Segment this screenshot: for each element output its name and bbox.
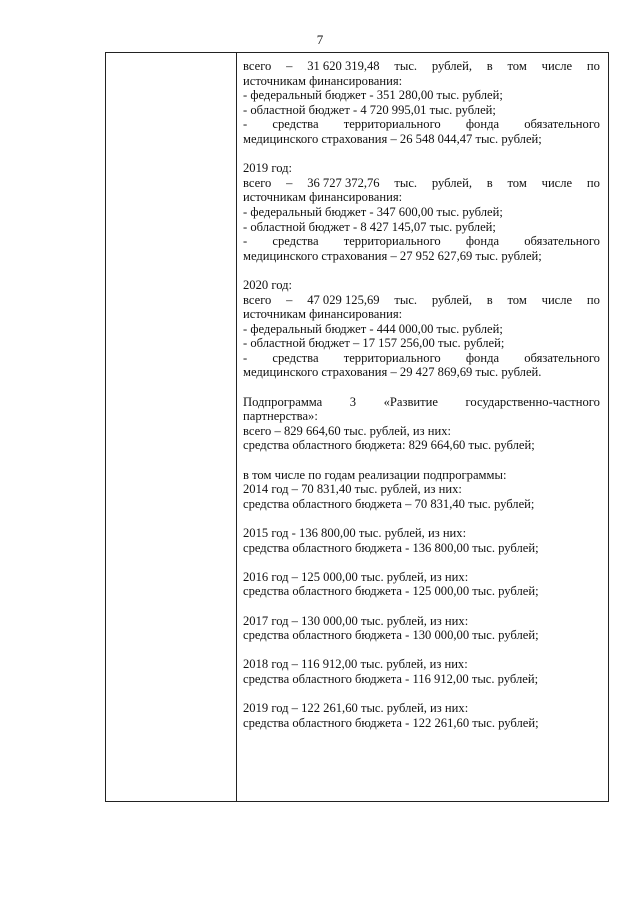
- word: 36 727 372,76: [307, 175, 380, 190]
- justified-text-line: [243, 117, 600, 132]
- word: числе: [541, 175, 573, 190]
- text-paragraph: [243, 570, 600, 599]
- word: по: [586, 59, 600, 73]
- word: всего: [243, 59, 272, 73]
- text-line: 2019 год:: [243, 161, 293, 176]
- justified-text-line: [243, 293, 600, 308]
- word: всего: [243, 292, 272, 307]
- text-line: медицинского страхования – 29 427 869,69 тыс. рублей.: [243, 365, 542, 380]
- text-line: 2019 год – 122 261,60 тыс. рублей, из них:: [243, 701, 469, 716]
- word: –: [286, 292, 293, 307]
- text-line: медицинского страхования – 26 548 044,47 тыс. рублей;: [243, 131, 542, 146]
- word: фонда: [465, 117, 500, 132]
- word: средства: [272, 117, 319, 132]
- word: рублей,: [431, 59, 472, 73]
- word: том: [507, 175, 527, 190]
- word: обязательного: [524, 117, 600, 132]
- word: обязательного: [524, 350, 600, 365]
- word: «Развитие: [383, 394, 439, 409]
- text-line: 2017 год – 130 000,00 тыс. рублей, из них:: [243, 613, 469, 628]
- text-line: партнерства»:: [243, 409, 318, 424]
- justified-text-line: [243, 234, 600, 249]
- content-table: [105, 52, 609, 802]
- text-line: средства областного бюджета - 116 912,00 тыс. рублей;: [243, 671, 539, 686]
- word: рублей,: [431, 175, 472, 190]
- word: в: [486, 175, 493, 190]
- word: тыс.: [394, 175, 418, 190]
- text-paragraph: [243, 468, 600, 512]
- word: по: [586, 292, 600, 307]
- text-line: средства областного бюджета - 130 000,00 тыс. рублей;: [243, 628, 539, 643]
- word: всего: [243, 175, 272, 190]
- word: 31 620 319,48: [307, 59, 380, 73]
- word: территориального: [343, 350, 441, 365]
- page-number: 7: [316, 32, 324, 47]
- text-line: 2016 год – 125 000,00 тыс. рублей, из них:: [243, 569, 469, 584]
- text-line: источникам финансирования:: [243, 73, 403, 88]
- word: числе: [541, 59, 573, 73]
- word: тыс.: [394, 59, 418, 73]
- justified-text-line: [243, 351, 600, 366]
- text-line: медицинского страхования – 27 952 627,69 тыс. рублей;: [243, 248, 542, 263]
- text-paragraph: [243, 701, 600, 730]
- justified-text-line: [243, 395, 600, 410]
- word: -: [243, 234, 248, 249]
- text-line: - областной бюджет - 8 427 145,07 тыс. рублей;: [243, 219, 496, 234]
- text-line: 2018 год – 116 912,00 тыс. рублей, из них:: [243, 657, 468, 672]
- text-paragraph: [243, 526, 600, 555]
- word: -: [243, 117, 248, 132]
- column-divider: [236, 53, 237, 801]
- text-line: 2020 год:: [243, 277, 293, 292]
- word: обязательного: [524, 234, 600, 249]
- text-line: - федеральный бюджет - 347 600,00 тыс. рублей;: [243, 204, 503, 219]
- text-line: в том числе по годам реализации подпрограммы:: [243, 467, 507, 482]
- word: территориального: [343, 117, 441, 132]
- text-line: - федеральный бюджет - 351 280,00 тыс. рублей;: [243, 88, 503, 103]
- text-line: - областной бюджет – 17 157 256,00 тыс. рублей;: [243, 336, 505, 351]
- word: тыс.: [394, 292, 418, 307]
- word: рублей,: [431, 292, 472, 307]
- text-line: средства областного бюджета - 122 261,60 тыс. рублей;: [243, 715, 539, 730]
- text-line: источникам финансирования:: [243, 190, 403, 205]
- text-line: 2014 год – 70 831,40 тыс. рублей, из них:: [243, 482, 462, 497]
- text-paragraph: [243, 278, 600, 380]
- word: том: [507, 59, 527, 73]
- table-right-cell: [243, 59, 600, 745]
- word: в: [486, 292, 493, 307]
- word: -: [243, 350, 248, 365]
- text-paragraph: [243, 657, 600, 686]
- word: средства: [272, 234, 319, 249]
- text-line: источникам финансирования:: [243, 307, 403, 322]
- justified-text-line: [243, 59, 600, 74]
- word: том: [507, 292, 527, 307]
- text-paragraph: [243, 614, 600, 643]
- word: государственно-частного: [465, 394, 600, 409]
- text-line: средства областного бюджета - 125 000,00 тыс. рублей;: [243, 584, 539, 599]
- word: в: [486, 59, 493, 73]
- text-line: средства областного бюджета: 829 664,60 тыс. рублей;: [243, 438, 535, 453]
- text-line: средства областного бюджета – 70 831,40 тыс. рублей;: [243, 496, 535, 511]
- text-paragraph: [243, 59, 600, 147]
- word: –: [286, 59, 293, 73]
- word: средства: [272, 350, 319, 365]
- text-line: - федеральный бюджет - 444 000,00 тыс. рублей;: [243, 321, 503, 336]
- word: 3: [349, 394, 357, 409]
- text-line: всего – 829 664,60 тыс. рублей, из них:: [243, 423, 452, 438]
- word: по: [586, 175, 600, 190]
- word: фонда: [465, 350, 500, 365]
- text-paragraph: [243, 395, 600, 453]
- text-paragraph: [243, 161, 600, 263]
- word: Подпрограмма: [243, 394, 323, 409]
- word: –: [286, 175, 293, 190]
- text-line: 2015 год - 136 800,00 тыс. рублей, из них:: [243, 526, 467, 540]
- word: числе: [541, 292, 573, 307]
- word: территориального: [343, 234, 441, 249]
- word: 47 029 125,69: [307, 292, 380, 307]
- text-line: - областной бюджет - 4 720 995,01 тыс. рублей;: [243, 102, 496, 117]
- justified-text-line: [243, 176, 600, 191]
- text-line: средства областного бюджета - 136 800,00 тыс. рублей;: [243, 540, 539, 555]
- word: фонда: [465, 234, 500, 249]
